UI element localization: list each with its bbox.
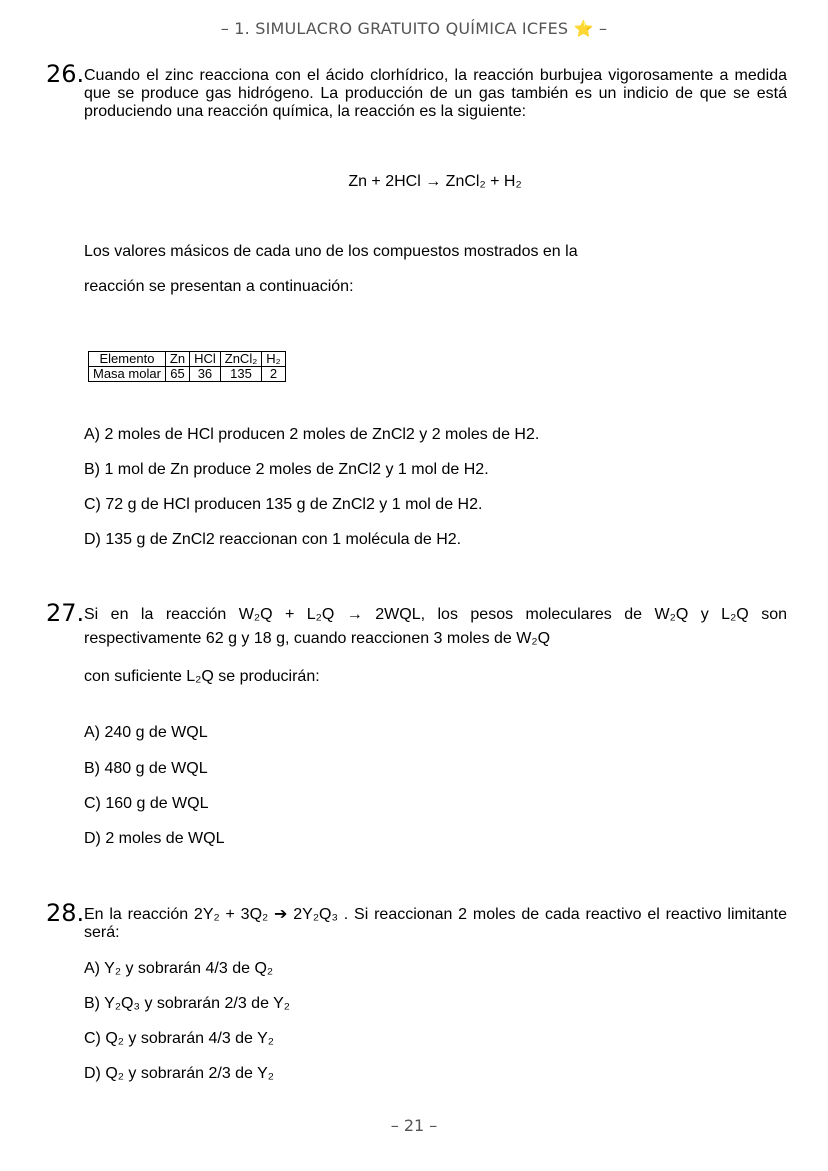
page-header (0, 19, 828, 38)
question-28-number: 28. (46, 899, 85, 927)
question-28-option-b[interactable]: B) Y₂Q₃ y sobrarán 2/3 de Y₂ (84, 995, 291, 1012)
table-cell: Zn (165, 352, 189, 367)
table-cell: Masa molar (89, 367, 166, 382)
question-26-number: 26. (46, 60, 85, 88)
table-row (89, 367, 286, 382)
question-27-option-a[interactable]: A) 240 g de WQL (84, 724, 208, 741)
table-cell: 36 (190, 367, 221, 382)
question-26-intro-line-1: Los valores másicos de cada uno de los compuestos mostrados en la (84, 243, 578, 260)
question-27-stem-line-2: respectivamente 62 g y 18 g, cuando reaccionen 3 moles de W₂Q (84, 630, 551, 647)
question-26-option-c[interactable]: C) 72 g de HCl producen 135 g de ZnCl2 y 1 mol de H2. (84, 496, 483, 513)
star-icon: ⭐ (573, 19, 594, 38)
table-cell: ZnCl₂ (220, 352, 262, 367)
header-title: – 1. SIMULACRO GRATUITO QUÍMICA ICFES (220, 19, 569, 38)
question-28-option-a[interactable]: A) Y₂ y sobrarán 4/3 de Q₂ (84, 960, 274, 977)
question-28-stem: En la reacción 2Y₂ + 3Q₂ ➔ 2Y₂Q₃ . Si reaccionan 2 moles de cada reactivo el reactivo limitante será: (84, 906, 787, 941)
question-26-equation: Zn + 2HCl → ZnCl₂ + H₂ (348, 173, 522, 190)
question-27-option-d[interactable]: D) 2 moles de WQL (84, 830, 225, 847)
question-28-option-c[interactable]: C) Q₂ y sobrarán 4/3 de Y₂ (84, 1030, 274, 1047)
question-26-intro-line-2: reacción se presentan a continuación: (84, 278, 354, 295)
table-cell: 2 (262, 367, 285, 382)
table-cell: Elemento (89, 352, 166, 367)
table-header-row (89, 352, 286, 367)
question-27-option-c[interactable]: C) 160 g de WQL (84, 795, 209, 812)
question-27-stem-line-3: con suficiente L₂Q se producirán: (84, 668, 320, 685)
table-cell: 65 (165, 367, 189, 382)
table-cell: 135 (220, 367, 262, 382)
table-cell: HCl (190, 352, 221, 367)
question-26-option-a[interactable]: A) 2 moles de HCl producen 2 moles de ZnCl2 y 2 moles de H2. (84, 426, 540, 443)
question-26-option-b[interactable]: B) 1 mol de Zn produce 2 moles de ZnCl2 y 1 mol de H2. (84, 461, 489, 478)
table-cell: H₂ (262, 352, 285, 367)
question-26-option-d[interactable]: D) 135 g de ZnCl2 reaccionan con 1 molécula de H2. (84, 531, 462, 548)
page-number: – 21 – (390, 1116, 438, 1135)
question-26-stem: Cuando el zinc reacciona con el ácido clorhídrico, la reacción burbujea vigorosamente a medida que se produce gas hidrógeno. La producción de un gas también es un indicio de que se está produciendo una reacción química, la reacción es la siguiente: (84, 67, 787, 120)
header-dash: – (599, 19, 608, 38)
question-27-stem-line-1: Si en la reacción W₂Q + L₂Q → 2WQL, los pesos moleculares de W₂Q y L₂Q son (84, 606, 787, 623)
question-28-option-d[interactable]: D) Q₂ y sobrarán 2/3 de Y₂ (84, 1065, 274, 1082)
molar-mass-table (88, 351, 286, 382)
question-27-number: 27. (46, 599, 85, 627)
question-27-option-b[interactable]: B) 480 g de WQL (84, 760, 208, 777)
